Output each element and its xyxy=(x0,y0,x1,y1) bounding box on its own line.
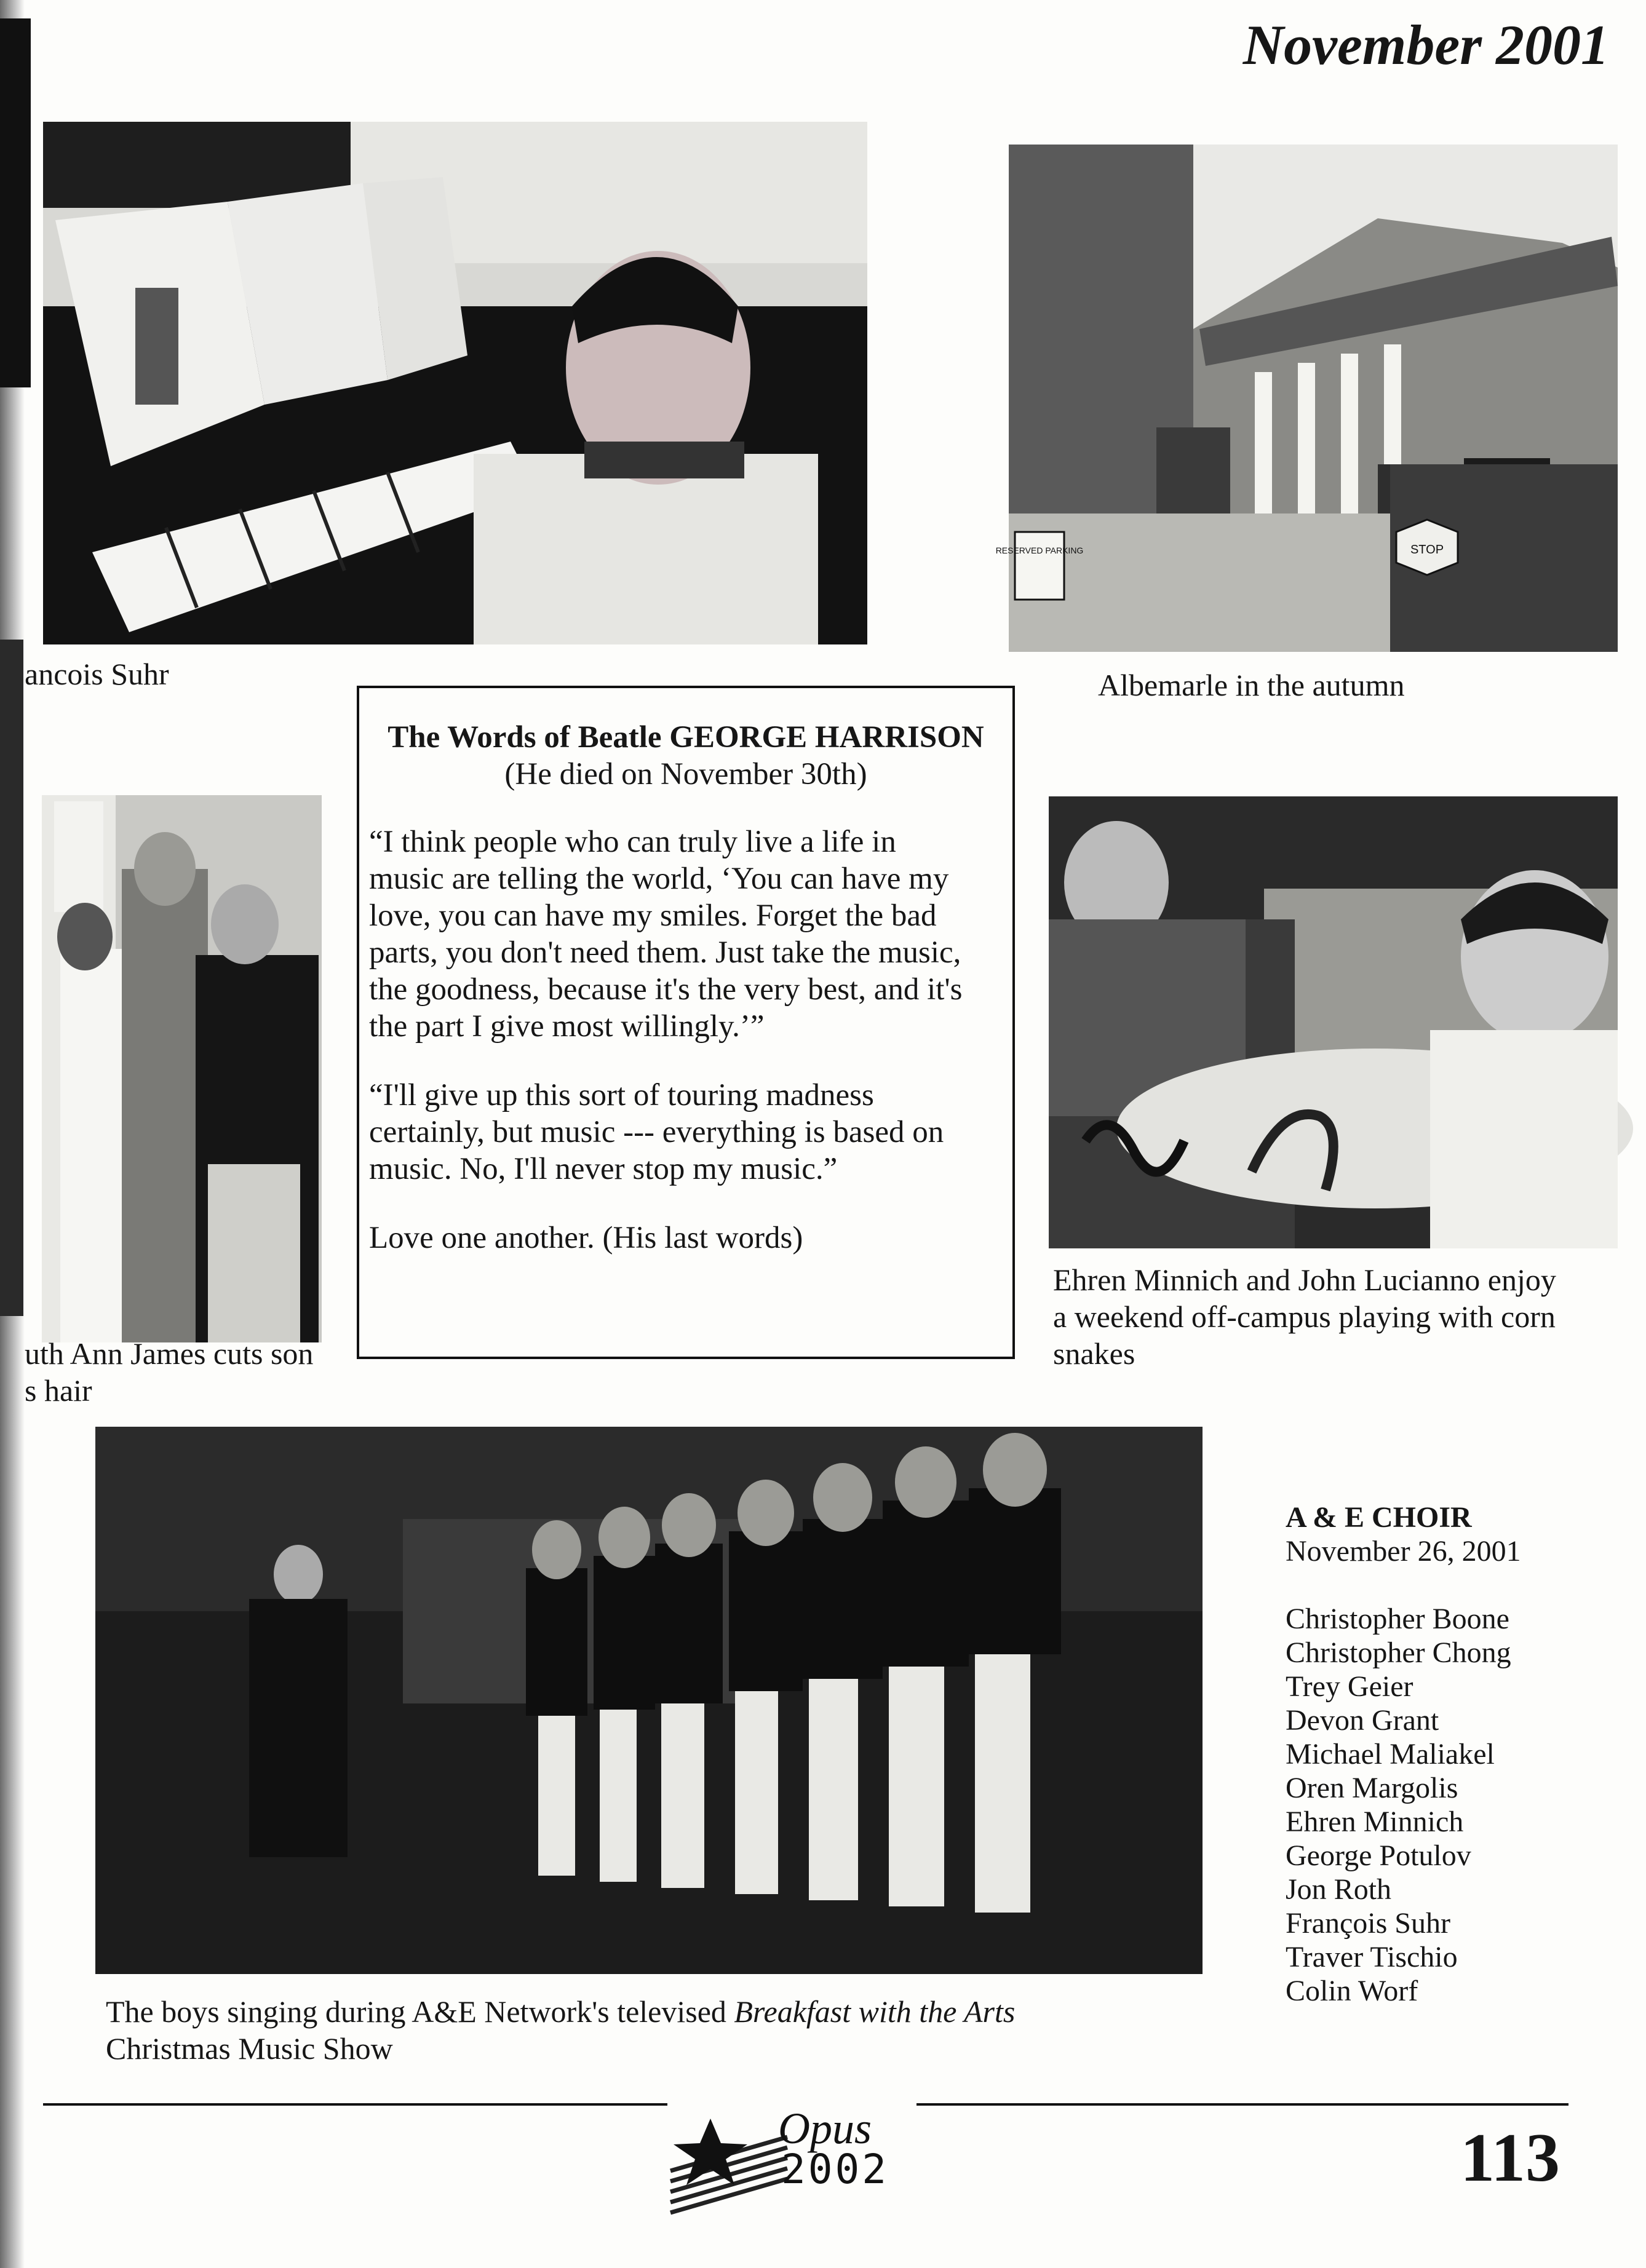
quote-line: parts, you don't need them. Just take the music, xyxy=(369,935,961,970)
quote-paragraph-1 xyxy=(369,823,1003,1045)
albemarle-caption: Albemarle in the autumn xyxy=(1098,668,1405,702)
choir-member: Traver Tischio xyxy=(1286,1941,1458,1973)
quote-paragraph-3: Love one another. (His last words) xyxy=(369,1221,803,1255)
piano-photo-art xyxy=(43,122,867,644)
haircut-photo-art xyxy=(42,795,322,1342)
facing-page-edge xyxy=(0,18,31,387)
page-number: 113 xyxy=(1460,2120,1560,2196)
footer-rule-left xyxy=(43,2103,667,2106)
choir-title: A & E CHOIR xyxy=(1286,1501,1472,1534)
quote-line: the part I give most willingly.’” xyxy=(369,1009,765,1044)
facing-page-edge-lower xyxy=(0,640,23,1316)
quote-subtitle: (He died on November 30th) xyxy=(504,757,867,791)
logo-word: Opus xyxy=(778,2104,872,2153)
choir-date: November 26, 2001 xyxy=(1286,1535,1521,1568)
choir-member: François Suhr xyxy=(1286,1907,1450,1940)
opus-logo xyxy=(670,2094,929,2217)
choir-photo-caption-line2: Christmas Music Show xyxy=(106,2031,393,2066)
choir-member: Jon Roth xyxy=(1286,1873,1392,1906)
logo-year: 2002 xyxy=(781,2146,889,2193)
quote-line: certainly, but music --- everything is based on xyxy=(369,1115,944,1149)
quote-line: music. No, I'll never stop my music.” xyxy=(369,1152,838,1186)
harrison-quote-box xyxy=(357,686,1015,1359)
choir-member: Ehren Minnich xyxy=(1286,1806,1464,1838)
star-flag-icon xyxy=(670,2094,929,2217)
choir-member: Michael Maliakel xyxy=(1286,1738,1495,1770)
choir-photo xyxy=(95,1427,1203,1974)
haircut-caption-line1: uth Ann James cuts son xyxy=(25,1336,314,1371)
choir-roster xyxy=(1286,1501,1521,2008)
snakes-caption-line3: snakes xyxy=(1053,1336,1135,1371)
snakes-caption-line2: a weekend off-campus playing with corn xyxy=(1053,1299,1556,1334)
albemarle-photo xyxy=(995,145,1618,652)
choir-member: Colin Worf xyxy=(1286,1975,1418,2007)
footer-rule-right xyxy=(916,2103,1568,2106)
piano-caption: ancois Suhr xyxy=(25,657,169,691)
choir-member: Oren Margolis xyxy=(1286,1772,1458,1804)
quote-line: love, you can have my smiles. Forget the bad xyxy=(369,898,937,933)
show-title: Breakfast with the Arts xyxy=(734,1994,1016,2029)
quote-line: “I'll give up this sort of touring madness xyxy=(369,1078,874,1112)
choir-photo-caption-line1 xyxy=(106,1992,1015,2031)
snakes-photo-art xyxy=(1049,796,1618,1248)
quote-line: “I think people who can truly live a life in xyxy=(369,825,896,859)
quote-line: music are telling the world, ‘You can have my xyxy=(369,862,949,896)
choir-member: Christopher Boone xyxy=(1286,1603,1509,1635)
quote-line: the goodness, because it's the very best, and it's xyxy=(369,972,963,1007)
quote-paragraph-2 xyxy=(369,1077,1003,1188)
haircut-photo xyxy=(42,795,322,1342)
haircut-caption-line2: s hair xyxy=(25,1373,92,1408)
choir-member: Christopher Chong xyxy=(1286,1636,1511,1669)
albemarle-photo-art xyxy=(995,145,1618,652)
choir-member: Devon Grant xyxy=(1286,1704,1439,1737)
reserved-sign-text: RESERVED PARKING xyxy=(995,545,1084,555)
choir-member: Trey Geier xyxy=(1286,1670,1413,1703)
page-header-date: November 2001 xyxy=(1242,14,1609,76)
choir-photo-art xyxy=(95,1427,1203,1974)
piano-photo xyxy=(43,122,867,644)
snakes-photo xyxy=(1049,796,1618,1248)
quote-title: The Words of Beatle GEORGE HARRISON xyxy=(388,720,984,755)
choir-member: George Potulov xyxy=(1286,1839,1471,1872)
snakes-caption-line1: Ehren Minnich and John Lucianno enjoy xyxy=(1053,1263,1556,1297)
stop-sign-text: STOP xyxy=(1410,543,1444,557)
choir-caption-text: The boys singing during A&E Network's televised xyxy=(106,1994,734,2029)
